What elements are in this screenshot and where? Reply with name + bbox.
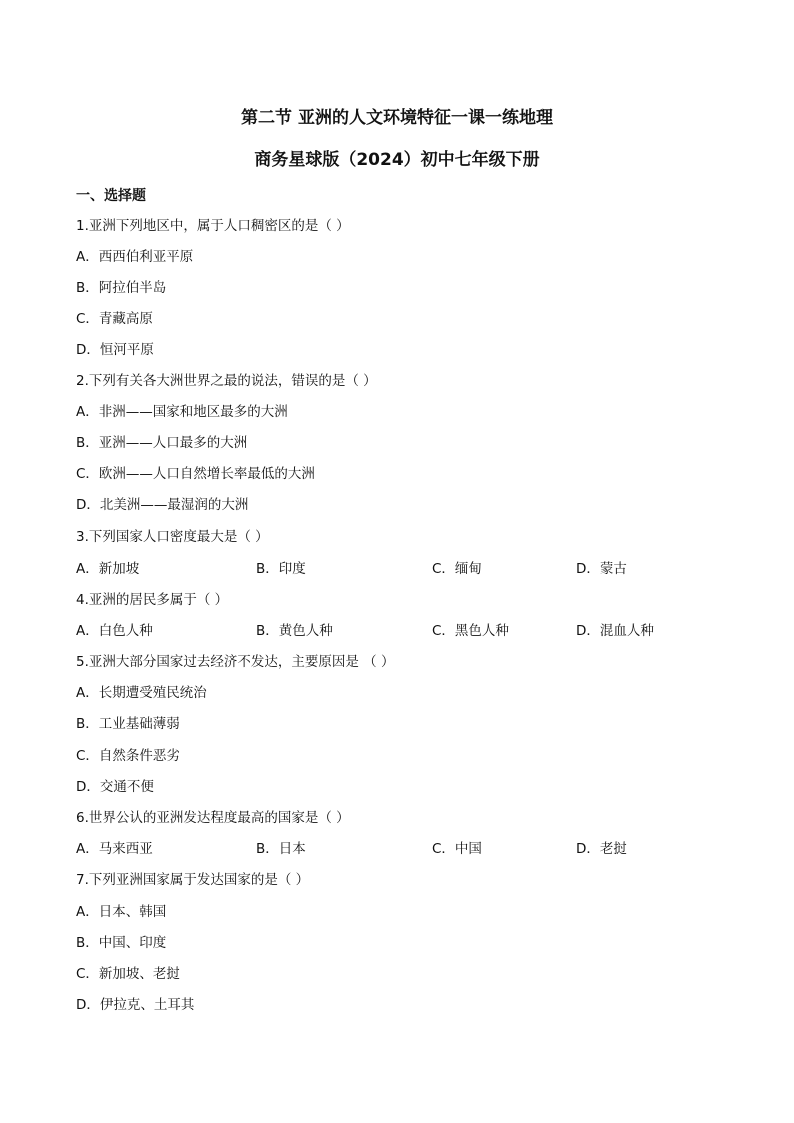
question-4-option-b: B．黄色人种: [256, 623, 333, 639]
question-6-option-b: B．日本: [256, 841, 306, 857]
question-6-option-d: D．老挝: [576, 841, 627, 857]
question-7-option-c: C．新加坡、老挝: [76, 966, 180, 982]
question-1-option-b: B．阿拉伯半岛: [76, 280, 167, 296]
question-1-option-c: C．青藏高原: [76, 311, 153, 327]
question-2-stem: 2.下列有关各大洲世界之最的说法，错误的是（ ）: [76, 373, 377, 389]
question-5-option-c: C．自然条件恶劣: [76, 748, 180, 764]
question-2-option-a: A．非洲——国家和地区最多的大洲: [76, 404, 288, 420]
question-5-option-a: A．长期遭受殖民统治: [76, 685, 207, 701]
question-1-stem: 1.亚洲下列地区中，属于人口稠密区的是（ ）: [76, 218, 350, 234]
question-3-options: [76, 559, 716, 579]
question-2-option-c: C．欧洲——人口自然增长率最低的大洲: [76, 466, 315, 482]
question-6-option-a: A．马来西亚: [76, 841, 153, 857]
question-4-stem: 4.亚洲的居民多属于（ ）: [76, 592, 229, 608]
question-2-option-b: B．亚洲——人口最多的大洲: [76, 435, 248, 451]
question-6-option-c: C．中国: [432, 841, 482, 857]
document-title: 第二节 亚洲的人文环境特征一课一练地理: [241, 108, 553, 128]
question-5-option-b: B．工业基础薄弱: [76, 716, 180, 732]
question-4-option-d: D．混血人种: [576, 623, 654, 639]
question-1-option-a: A．西西伯利亚平原: [76, 249, 194, 265]
document-subtitle: 商务星球版（2024）初中七年级下册: [254, 150, 540, 170]
question-4-option-a: A．白色人种: [76, 623, 153, 639]
section-heading: 一、选择题: [76, 188, 146, 204]
question-7-option-a: A．日本、韩国: [76, 904, 167, 920]
question-5-stem: 5.亚洲大部分国家过去经济不发达，主要原因是 （ ）: [76, 654, 395, 670]
question-3-option-c: C．缅甸: [432, 561, 482, 577]
question-7-option-d: D．伊拉克、土耳其: [76, 997, 195, 1013]
question-2-option-d: D．北美洲——最湿润的大洲: [76, 497, 249, 513]
question-3-option-b: B．印度: [256, 561, 306, 577]
question-6-options: [76, 839, 716, 859]
question-3-stem: 3.下列国家人口密度最大是（ ）: [76, 529, 269, 545]
question-7-stem: 7.下列亚洲国家属于发达国家的是（ ）: [76, 872, 310, 888]
question-6-stem: 6.世界公认的亚洲发达程度最高的国家是（ ）: [76, 810, 350, 826]
question-3-option-d: D．蒙古: [576, 561, 627, 577]
question-7-option-b: B．中国、印度: [76, 935, 167, 951]
question-3-option-a: A．新加坡: [76, 561, 140, 577]
question-5-option-d: D．交通不便: [76, 779, 154, 795]
question-4-options: [76, 621, 716, 641]
question-1-option-d: D．恒河平原: [76, 342, 154, 358]
question-4-option-c: C．黑色人种: [432, 623, 509, 639]
